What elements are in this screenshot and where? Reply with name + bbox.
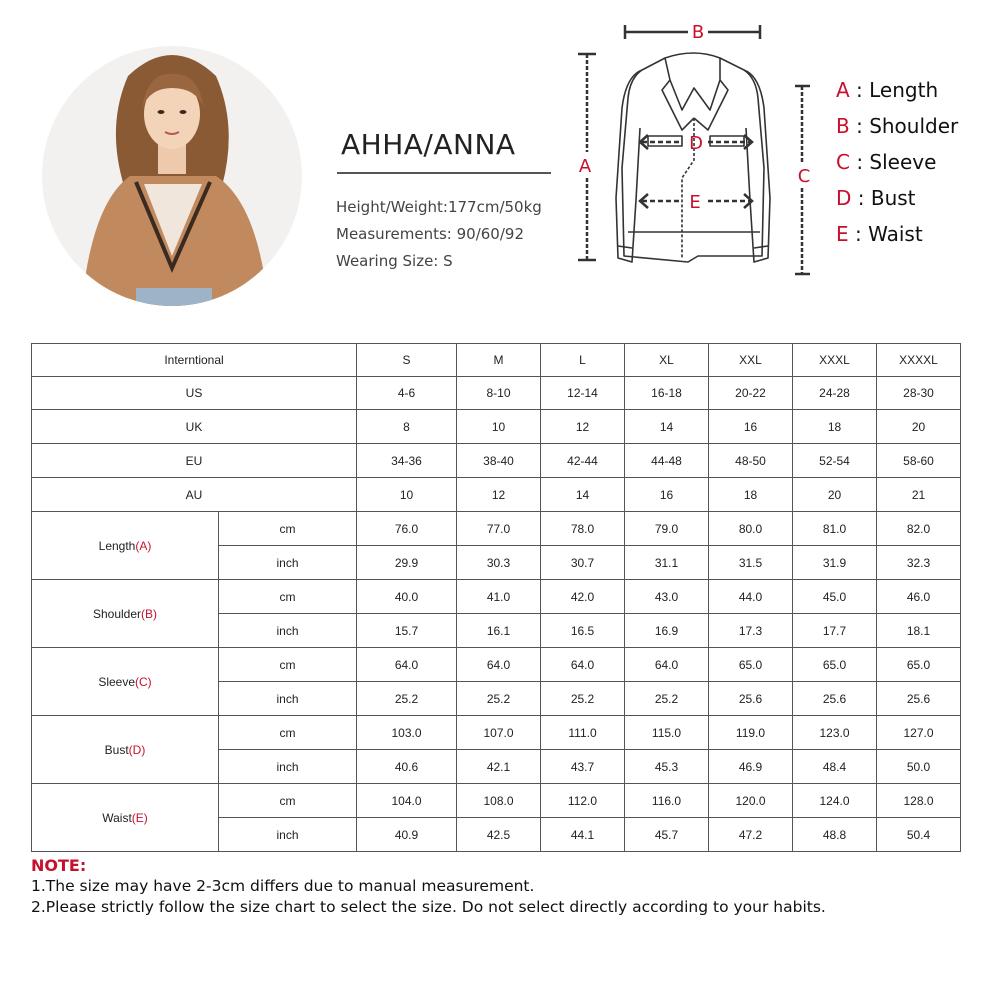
measurement-label [32,580,219,648]
table-cell: 16.5 [541,614,625,648]
table-cell: 48.4 [793,750,877,784]
table-cell: 31.5 [709,546,793,580]
table-cell: 64.0 [357,648,457,682]
table-cell: 20 [877,410,961,444]
header-size: XL [625,344,709,377]
diagram-label-e: E [689,192,701,213]
table-cell: 111.0 [541,716,625,750]
table-cell: 29.9 [357,546,457,580]
table-cell: 48-50 [709,444,793,478]
unit-label: cm [219,648,357,682]
measurement-name: Shoulder [92,606,142,621]
model-measurements: Measurements: 90/60/92 [336,225,524,243]
table-cell: 12-14 [541,377,625,410]
jacket-diagram [570,18,820,280]
measurement-key: (C) [135,674,152,689]
table-cell: 18.1 [877,614,961,648]
table-cell: 14 [625,410,709,444]
table-cell: 50.0 [877,750,961,784]
table-cell: 40.6 [357,750,457,784]
table-cell: 30.7 [541,546,625,580]
legend-shoulder: B : Shoulder [836,114,959,138]
unit-label: cm [219,580,357,614]
diagram-label-c: C [797,166,811,187]
measurement-key: (E) [131,810,148,825]
table-cell: 25.6 [877,682,961,716]
diagram-label-b: B [691,22,705,43]
table-cell: 17.3 [709,614,793,648]
table-cell: 16-18 [625,377,709,410]
table-cell: 21 [877,478,961,512]
table-cell: 107.0 [457,716,541,750]
model-wearing-size: Wearing Size: S [336,252,453,270]
measurement-key: (B) [141,606,158,621]
table-cell: 43.0 [625,580,709,614]
table-cell: 42.1 [457,750,541,784]
note-line-2: 2.Please strictly follow the size chart to select the size. Do not select directly according to your habits. [31,898,826,916]
table-cell: 104.0 [357,784,457,818]
unit-label: inch [219,818,357,852]
model-photo [40,36,304,316]
table-cell: 17.7 [793,614,877,648]
table-cell: 10 [457,410,541,444]
table-cell: 115.0 [625,716,709,750]
table-cell: 120.0 [709,784,793,818]
table-cell: 8 [357,410,457,444]
table-cell: 24-28 [793,377,877,410]
table-cell: 45.7 [625,818,709,852]
table-cell: 64.0 [457,648,541,682]
unit-label: inch [219,682,357,716]
conversion-row [32,444,961,478]
table-cell: 4-6 [357,377,457,410]
table-cell: 44-48 [625,444,709,478]
measurement-row [32,716,961,750]
unit-label: inch [219,546,357,580]
table-cell: 65.0 [877,648,961,682]
table-cell: 45.3 [625,750,709,784]
table-cell: 25.6 [709,682,793,716]
table-cell: 80.0 [709,512,793,546]
table-cell: 16 [709,410,793,444]
measurement-name: Waist [102,810,132,825]
table-cell: 25.6 [793,682,877,716]
unit-label: cm [219,784,357,818]
table-cell: 44.1 [541,818,625,852]
table-cell: 20-22 [709,377,793,410]
legend-bust: D : Bust [836,186,916,210]
legend-sleeve: C : Sleeve [836,150,937,174]
measurement-row [32,784,961,818]
conversion-row [32,410,961,444]
table-cell: 41.0 [457,580,541,614]
header-row [32,344,961,377]
table-cell: 45.0 [793,580,877,614]
measurement-label [32,784,219,852]
table-cell: 18 [709,478,793,512]
table-cell: 40.9 [357,818,457,852]
header-size: M [457,344,541,377]
note-title: NOTE: [31,856,87,875]
conversion-label: UK [32,410,357,444]
measurement-name: Sleeve [98,674,136,689]
header-size: XXL [709,344,793,377]
measurement-name: Length [98,538,136,553]
table-cell: 31.9 [793,546,877,580]
table-cell: 12 [457,478,541,512]
conversion-row [32,478,961,512]
conversion-label: AU [32,478,357,512]
table-cell: 123.0 [793,716,877,750]
table-cell: 42.0 [541,580,625,614]
table-cell: 46.9 [709,750,793,784]
table-cell: 25.2 [541,682,625,716]
table-cell: 18 [793,410,877,444]
table-cell: 116.0 [625,784,709,818]
table-cell: 64.0 [541,648,625,682]
table-cell: 103.0 [357,716,457,750]
table-cell: 40.0 [357,580,457,614]
measurement-label [32,512,219,580]
table-cell: 78.0 [541,512,625,546]
table-cell: 14 [541,478,625,512]
table-cell: 76.0 [357,512,457,546]
table-cell: 32.3 [877,546,961,580]
model-name: AHHA/ANNA [341,128,516,161]
table-cell: 10 [357,478,457,512]
model-height-weight: Height/Weight:177cm/50kg [336,198,542,216]
table-cell: 8-10 [457,377,541,410]
table-cell: 79.0 [625,512,709,546]
table-cell: 16 [625,478,709,512]
table-cell: 58-60 [877,444,961,478]
table-cell: 34-36 [357,444,457,478]
header-size: XXXL [793,344,877,377]
header-size: S [357,344,457,377]
header-size: XXXXL [877,344,961,377]
table-cell: 124.0 [793,784,877,818]
measurement-row [32,648,961,682]
table-cell: 112.0 [541,784,625,818]
conversion-label: US [32,377,357,410]
conversion-label: EU [32,444,357,478]
diagram-label-d: D [689,133,703,154]
table-cell: 12 [541,410,625,444]
table-cell: 42-44 [541,444,625,478]
table-cell: 30.3 [457,546,541,580]
table-cell: 81.0 [793,512,877,546]
table-cell: 119.0 [709,716,793,750]
measurement-row [32,512,961,546]
size-chart-body [32,344,961,852]
table-cell: 48.8 [793,818,877,852]
table-cell: 25.2 [625,682,709,716]
legend-length: A : Length [836,78,939,102]
table-cell: 25.2 [457,682,541,716]
size-chart-table [31,343,961,852]
table-cell: 38-40 [457,444,541,478]
diagram-label-a: A [578,156,592,177]
unit-label: inch [219,614,357,648]
conversion-row [32,377,961,410]
table-cell: 52-54 [793,444,877,478]
table-cell: 16.9 [625,614,709,648]
table-cell: 108.0 [457,784,541,818]
table-cell: 47.2 [709,818,793,852]
table-cell: 77.0 [457,512,541,546]
table-cell: 28-30 [877,377,961,410]
measurement-key: (A) [135,538,152,553]
measurement-name: Bust [104,742,129,757]
note-line-1: 1.The size may have 2-3cm differs due to manual measurement. [31,877,535,895]
table-cell: 64.0 [625,648,709,682]
table-cell: 46.0 [877,580,961,614]
header-size: L [541,344,625,377]
measurement-row [32,580,961,614]
table-cell: 65.0 [793,648,877,682]
table-cell: 15.7 [357,614,457,648]
table-cell: 42.5 [457,818,541,852]
table-cell: 20 [793,478,877,512]
table-cell: 127.0 [877,716,961,750]
table-cell: 31.1 [625,546,709,580]
header-label: Interntional [32,344,357,377]
unit-label: cm [219,512,357,546]
table-cell: 25.2 [357,682,457,716]
table-cell: 16.1 [457,614,541,648]
measurement-label [32,648,219,716]
measurement-key: (D) [128,742,146,757]
table-cell: 128.0 [877,784,961,818]
table-cell: 65.0 [709,648,793,682]
name-divider [337,172,551,174]
table-cell: 50.4 [877,818,961,852]
table-cell: 44.0 [709,580,793,614]
table-cell: 43.7 [541,750,625,784]
table-cell: 82.0 [877,512,961,546]
measurement-label [32,716,219,784]
unit-label: inch [219,750,357,784]
legend-waist: E : Waist [836,222,923,246]
unit-label: cm [219,716,357,750]
